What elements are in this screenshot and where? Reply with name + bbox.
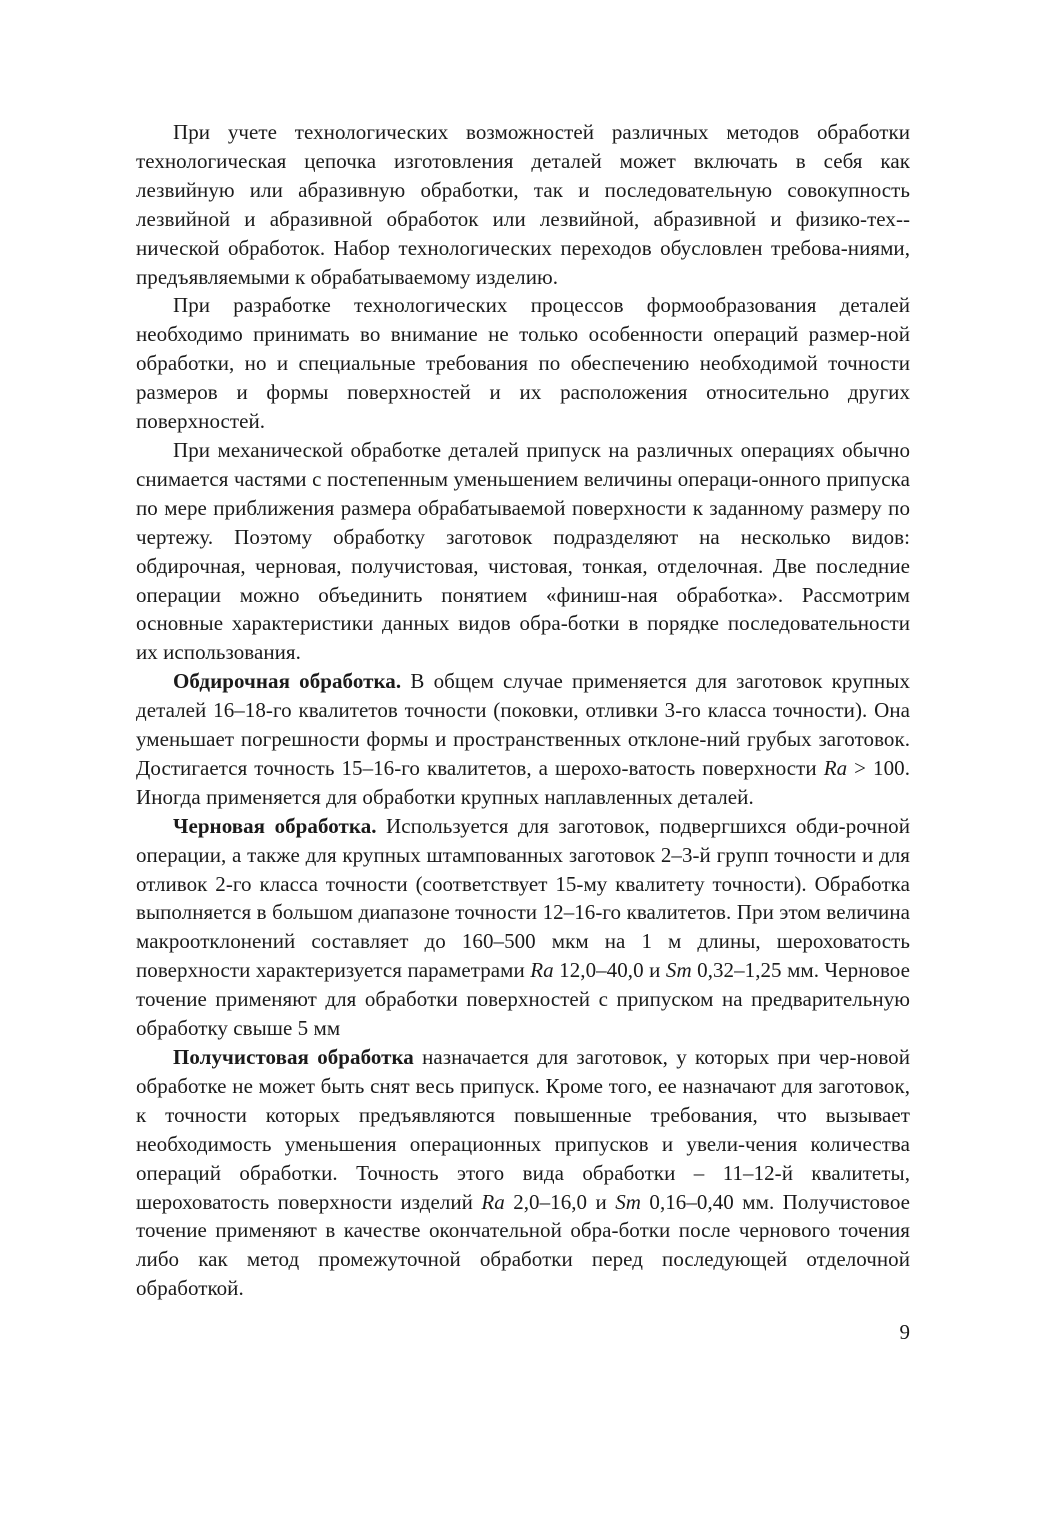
paragraph-text: При разработке технологических процессов формообразования деталей необходимо принимать во внимание не только особенности операций размер-ной обработки, но и специальные требования по обеспечению необходимой точности размеров и формы поверхностей и их расположения относительно других поверхностей. — [136, 293, 910, 434]
paragraph-semi-finish — [136, 1043, 910, 1303]
paragraph-text: 0,16–0,40 мм. Получистовое точение применяют в качестве окончательной обра-ботки после чернового точения либо как метод промежуточной обработки перед последующей отделочной обработкой. — [136, 1189, 910, 1301]
paragraph-text: назначается для заготовок, у которых при чер-новой обработке не может быть снят весь припуск. Кроме того, ее назначают для заготовок, к точности которых предъявляются повышенные требования, что вызывает необходимость уменьшения операционных припусков и увели-чения количества операций обработки. Точность этого вида обработки – 11–12-й квалитеты, шероховатость поверхности изделий — [136, 1045, 910, 1214]
paragraph-heading: Получистовая обработка — [173, 1045, 414, 1069]
parameter-symbol: Ra — [481, 1189, 505, 1214]
paragraph-process-design — [136, 291, 910, 436]
paragraph-text: 2,0–16,0 и — [504, 1189, 616, 1214]
paragraph-heading: Черновая обработка. — [173, 813, 377, 838]
paragraph-text: При учете технологических возможностей различных методов обработки технологическая цепочка изготовления деталей может включать в себя как лезвийную или абразивную обработки, так и последовательную совокупность лезвийной и абразивной обработок или лезвийной, абразивной и физико-тех-нической обработок. Набор технологических переходов обусловлен требова-ниями, предъявляемыми к обрабатываемому изделию. — [136, 120, 910, 289]
paragraph-text: 12,0–40,0 и — [553, 958, 666, 983]
paragraph-rough — [136, 812, 910, 1043]
parameter-symbol: Ra — [530, 958, 554, 983]
parameter-symbol: Sm — [615, 1189, 641, 1214]
page-body — [136, 118, 910, 1303]
paragraph-text: 0,32–1,25 мм. Черновое точение применяют для обработки поверхностей с припуском на предварительную обработку свыше 5 мм — [136, 958, 910, 1041]
paragraph-intro — [136, 118, 910, 291]
parameter-symbol: Sm — [665, 958, 692, 983]
paragraph-text: > 100. Иногда применяется для обработки крупных наплавленных деталей. — [136, 755, 910, 809]
paragraph-text: Используется для заготовок, подвергшихся обди-рочной операции, а также для крупных штампованных заготовок 2–3-й групп точности и для отливок 2-го класса точности (соответствует 15-му квалитету точности). Обработка выполняется в большом диапазоне точности 12–16-го квалитетов. При этом величина макроотклонений составляет до 160–500 мкм на 1 м длины, шероховатость поверхности характеризуется параметрами — [136, 813, 910, 983]
paragraph-text: При механической обработке деталей припуск на различных операциях обычно снимается частями с постепенным уменьшением величины операци-онного припуска по мере приближения размера обрабатываемой поверхности к заданному размеру по чертежу. Поэтому обработку заготовок подразделяют на несколько видов: обдирочная, черновая, получистовая, чистовая, тонкая, отделочная. Две последние операции можно объединить понятием «финиш-ная обработка». Рассмотрим основные характеристики данных видов обра-ботки в порядке последовательности их использования. — [136, 437, 910, 665]
paragraph-text: В общем случае применяется для заготовок крупных деталей 16–18-го квалитетов точности (поковки, отливки 3-го класса точности). Она уменьшает погрешности формы и пространственных отклоне-ний грубых заготовок. Достигается точность 15–16-го квалитетов, а шерохо-ватость поверхности — [136, 669, 910, 780]
page-number: 9 — [899, 1320, 910, 1344]
parameter-symbol: Ra — [823, 755, 848, 780]
paragraph-roughing-peel — [136, 667, 910, 812]
paragraph-heading: Обдирочная обработка. — [173, 669, 402, 694]
paragraph-allowance — [136, 436, 910, 667]
